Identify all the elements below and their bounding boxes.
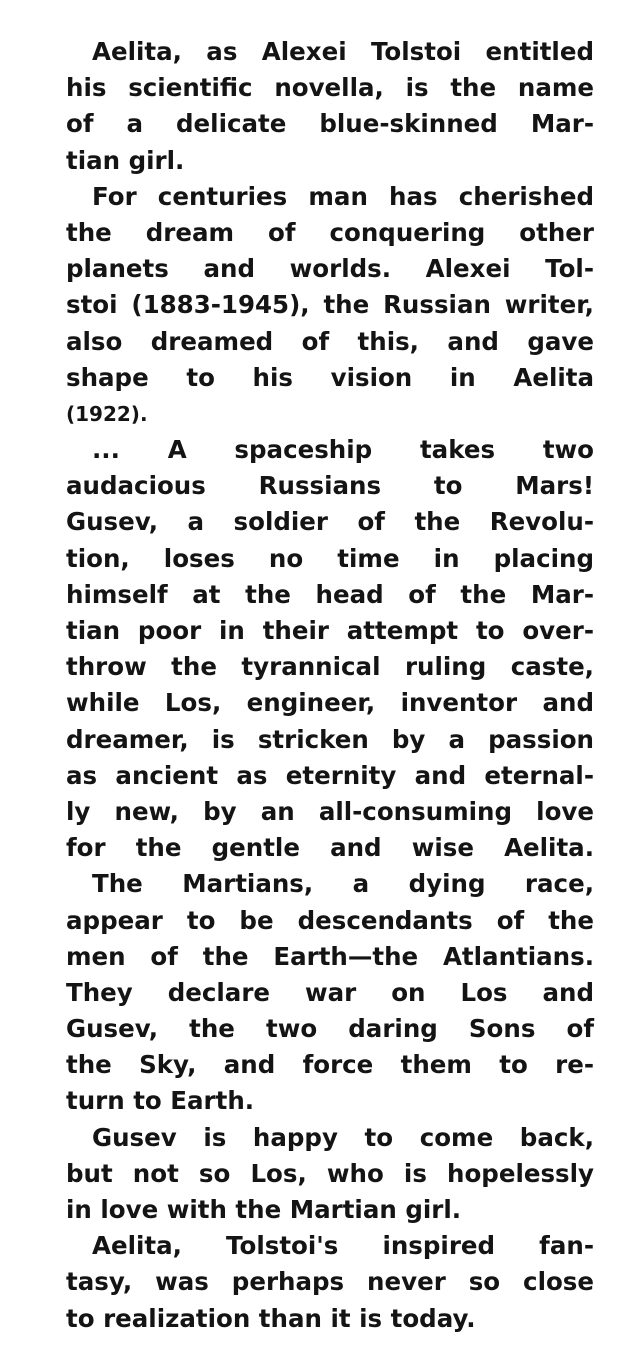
text-line: Gusev, a soldier of the Revolu- xyxy=(66,507,594,537)
text-line: ly new, by an all-consuming love xyxy=(66,796,594,826)
paragraph-3 xyxy=(66,432,594,866)
text-line: planets and worlds. Alexei Tol- xyxy=(66,254,594,284)
text-line: Gusev, the two daring Sons of xyxy=(66,1014,594,1044)
text-line: They declare war on Los and xyxy=(66,977,594,1007)
text-line: throw the tyrannical ruling caste, xyxy=(66,652,594,682)
text-line: but not so Los, who is hopelessly xyxy=(66,1158,594,1188)
paragraph-2 xyxy=(66,179,594,432)
text-line: The Martians, a dying race, xyxy=(92,869,594,899)
text-line: turn to Earth. xyxy=(66,1086,255,1116)
text-line: Gusev is happy to come back, xyxy=(92,1122,594,1152)
text-line: tian girl. xyxy=(66,145,185,175)
text-line: the Sky, and force them to re- xyxy=(66,1050,594,1080)
paragraph-1 xyxy=(66,34,594,179)
text-line: men of the Earth—the Atlantians. xyxy=(66,941,594,971)
text-line: while Los, engineer, inventor and xyxy=(66,688,594,718)
text-line: his scientific novella, is the name xyxy=(66,73,594,103)
text-line: in love with the Martian girl. xyxy=(66,1195,462,1224)
text-line: the dream of conquering other xyxy=(66,217,594,247)
text-line: For centuries man has cherished xyxy=(92,181,594,211)
text-line: as ancient as eternity and eternal- xyxy=(66,760,594,790)
paragraph-6 xyxy=(66,1228,594,1337)
text-line: also dreamed of this, and gave xyxy=(66,326,594,356)
text-line: tasy, was perhaps never so close xyxy=(66,1267,594,1297)
text-line: audacious Russians to Mars! xyxy=(66,471,594,501)
text-line: tian poor in their attempt to over- xyxy=(66,616,594,645)
text-line: ... A spaceship takes two xyxy=(92,435,594,465)
text-line: for the gentle and wise Aelita. xyxy=(66,833,594,863)
text-line: dreamer, is stricken by a passion xyxy=(66,724,594,754)
text-line: shape to his vision in Aelita xyxy=(66,362,594,392)
text-line: tion, loses no time in placing xyxy=(66,543,594,573)
text-line: appear to be descendants of the xyxy=(66,905,594,935)
text-line: (1922). xyxy=(66,401,148,426)
text-line: himself at the head of the Mar- xyxy=(66,579,594,609)
text-line: Aelita, Tolstoi's inspired fan- xyxy=(92,1231,594,1261)
article-column xyxy=(66,34,594,1337)
text-line: to realization than it is today. xyxy=(66,1303,476,1333)
paragraph-5 xyxy=(66,1120,594,1229)
text-line: of a delicate blue-skinned Mar- xyxy=(66,109,594,139)
text-line: stoi (1883-1945), the Russian writer, xyxy=(66,290,594,320)
paragraph-4 xyxy=(66,866,594,1119)
text-line: Aelita, as Alexei Tolstoi entitled xyxy=(92,37,594,66)
